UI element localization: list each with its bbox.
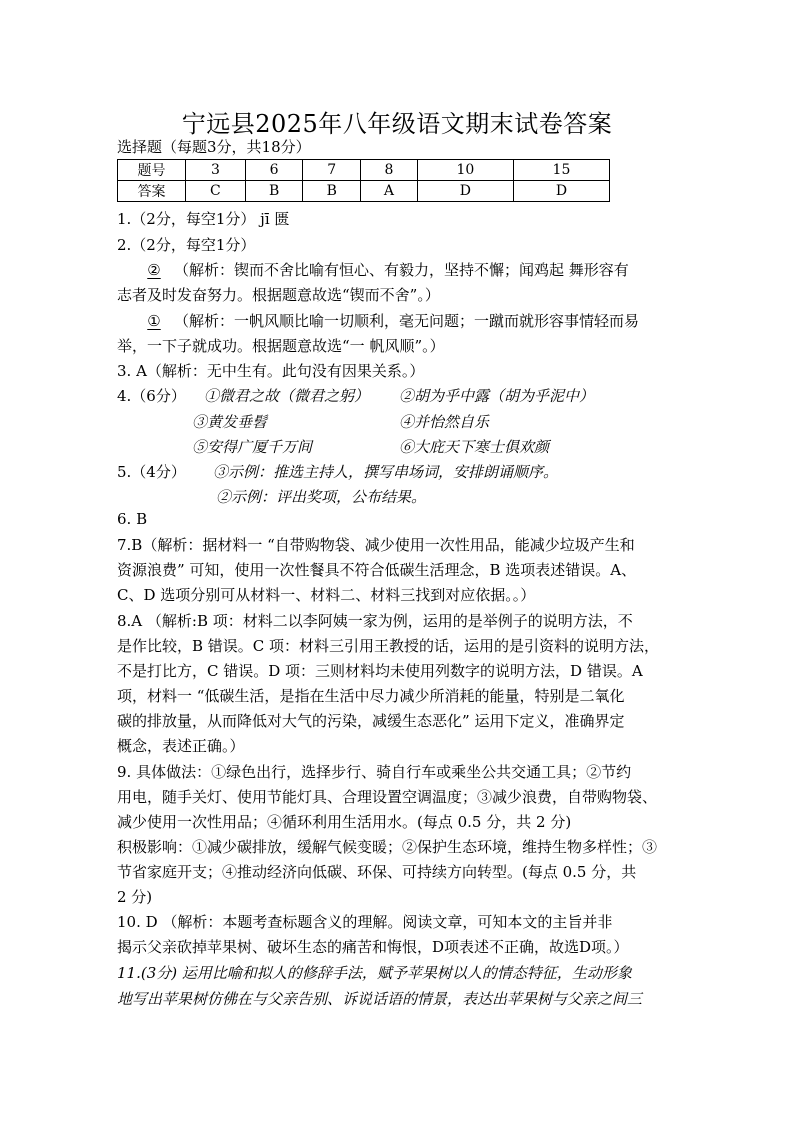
answer-q7-line: C、D 选项分别可从材料一、材料二、材料三找到对应依据。。）	[117, 586, 536, 604]
answer-q9-line: 节省家庭开支；④推动经济向低碳、环保、可持续方向转型。(每点 0.5 分，共	[117, 863, 637, 881]
answer-q8-line: 是作比较，B 错误。C 项：材料三引用王教授的话，运用的是引资料的说明方法，	[117, 637, 660, 655]
row-label-answer: 答案	[118, 181, 186, 202]
answer-q8-line: 碳的排放量，从而降低对大气的污染，减缓生态恶化” 运用下定义，准确界定	[117, 712, 625, 730]
answer-q2-a	[134, 259, 629, 280]
answer-q10-line: 10. D （解析：本题考查标题含义的理解。阅读文章，可知本文的主旨并非	[117, 913, 613, 931]
answer-q9-line: 9. 具体做法：①绿色出行，选择步行、骑自行车或乘坐公共交通工具；②节约	[117, 763, 632, 781]
answer-q7-line: 资源浪费” 可知，使用一次性餐具不符合低碳生活理念，B 选项表述错误。A、	[117, 561, 637, 579]
table-cell: 7	[303, 160, 361, 181]
answer-q2-head: 2.（2分，每空1分）	[117, 236, 256, 254]
q5-item: ②示例：评出奖项，公布结果。	[216, 488, 427, 506]
page-title: 宁远县2025年八年级语文期末试卷答案	[181, 110, 613, 138]
table-cell: A	[361, 181, 418, 202]
table-cell: 6	[245, 160, 303, 181]
table-row-numbers	[118, 160, 610, 181]
answer-q2-a-cont: 志者及时发奋努力。根据题意故选“锲而不舍”。）	[117, 286, 440, 304]
q2-a-text: （解析：锲而不舍比喻有恒心、有毅力，坚持不懈；闻鸡起 舞形容有	[174, 261, 629, 279]
answer-q8-line: 项，材料一 “低碳生活，是指在生活中尽力减少所消耗的能量，特别是二氧化	[117, 687, 625, 705]
table-cell: 8	[361, 160, 418, 181]
table-row-answers	[118, 181, 610, 202]
answer-q3: 3. A（解析：无中生有。此句没有因果关系。）	[117, 362, 425, 380]
table-cell: B	[245, 181, 303, 202]
answer-q5-head: 5.（4分）	[117, 463, 186, 481]
answer-q2-b-cont: 举，一下子就成功。根据题意故选“一 帆风顺”。）	[117, 337, 445, 355]
answer-q7-line: 7.B（解析：据材料一 “自带购物袋、减少使用一次性用品，能减少垃圾产生和	[117, 536, 635, 554]
answer-q9-line: 积极影响：①减少碳排放，缓解气候变暖；②保护生态环境，维持生物多样性；③	[117, 838, 658, 856]
row-label-number: 题号	[118, 160, 186, 181]
q2-a-blank: ②	[147, 261, 161, 279]
answer-q11-line: 地写出苹果树仿佛在与父亲告别、诉说话语的情景，表达出苹果树与父亲之间三	[117, 990, 643, 1008]
answer-q6: 6. B	[117, 510, 148, 528]
answer-q9-line: 2 分)	[117, 888, 153, 906]
answer-q2-b	[134, 310, 639, 331]
table-cell: B	[303, 181, 361, 202]
q2-b-text: （解析：一帆风顺比喻一切顺利，毫无问题；一蹴而就形容事情轻而易	[174, 312, 640, 330]
q2-b-blank: ①	[147, 312, 161, 330]
table-cell: 10	[417, 160, 513, 181]
table-cell: D	[417, 181, 513, 202]
q4-item: ④并怡然自乐	[399, 413, 490, 431]
answer-q11-line: 11.(3分) 运用比喻和拟人的修辞手法，赋予苹果树以人的情态特征，生动形象	[117, 964, 632, 982]
answer-q9-line: 减少使用一次性用品；④循环利用生活用水。(每点 0.5 分，共 2 分)	[117, 813, 572, 831]
answer-q8-line: 8.A （解析:B 项：材料二以李阿姨一家为例，运用的是举例子的说明方法，不	[117, 612, 633, 630]
q4-item: ⑤安得广厦千万间	[192, 438, 313, 456]
q4-item: ⑥大庇天下寒士俱欢颜	[399, 438, 550, 456]
answer-q10-line: 揭示父亲砍掉苹果树、破坏生态的痛苦和悔恨，D项表述不正确，故选D项。）	[117, 938, 629, 956]
table-cell: D	[513, 181, 609, 202]
answer-q8-line: 概念，表述正确。）	[117, 737, 245, 755]
answer-q8-line: 不是打比方，C 错误。D 项：三则材料均未使用列数字的说明方法，D 错误。A	[117, 662, 643, 680]
q4-item: ②胡为乎中露（胡为乎泥中）	[399, 387, 595, 405]
mc-answer-table	[117, 159, 610, 202]
mc-section-heading: 选择题（每题3分，共18分）	[117, 138, 311, 156]
answer-q1: 1.（2分，每空1分） jī 匮	[117, 210, 290, 228]
q4-item: ①微君之故（微君之躬）	[204, 387, 370, 405]
table-cell: 15	[513, 160, 609, 181]
answer-q4-head: 4.（6分）	[117, 387, 186, 405]
q5-item: ③示例：推选主持人，撰写串场词，安排朗诵顺序。	[213, 463, 559, 481]
table-cell: 3	[186, 160, 246, 181]
q4-item: ③黄发垂髫	[192, 413, 268, 431]
table-cell: C	[186, 181, 246, 202]
answer-q9-line: 用电，随手关灯、使用节能灯具、合理设置空调温度；③减少浪费，自带购物袋、	[117, 788, 658, 806]
